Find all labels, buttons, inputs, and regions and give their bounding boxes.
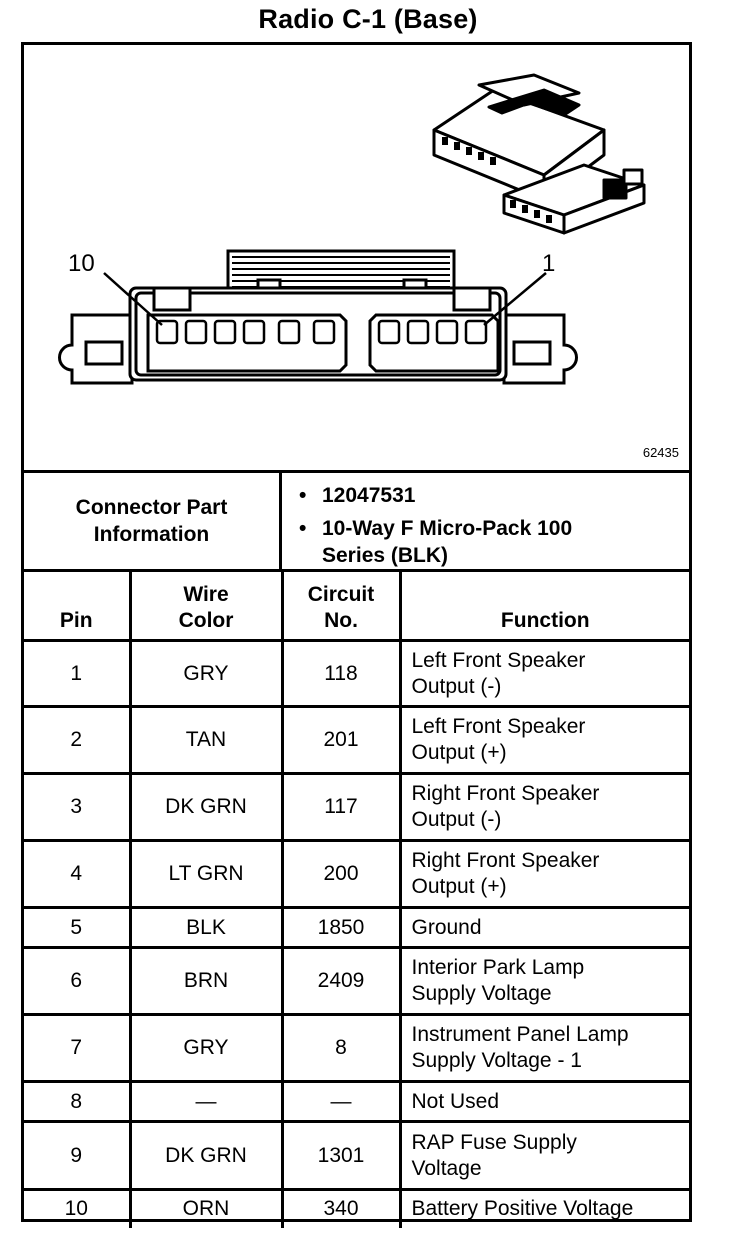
table-row [24, 641, 689, 707]
circuit-cell: 1850 [282, 908, 400, 948]
wire-color-cell: TAN [130, 707, 282, 774]
table-row [24, 774, 689, 841]
function-cell: Right Front Speaker Output (+) [400, 841, 689, 908]
function-cell: Not Used [400, 1082, 689, 1122]
wire-color-cell: — [130, 1082, 282, 1122]
pin-cell: 8 [24, 1082, 130, 1122]
wire-color-cell: BRN [130, 948, 282, 1015]
table-row [24, 1082, 689, 1122]
table-header-row [24, 572, 689, 641]
pin-cell: 3 [24, 774, 130, 841]
part-info-list [282, 473, 689, 569]
circuit-cell: 117 [282, 774, 400, 841]
wire-color-cell: DK GRN [130, 1122, 282, 1190]
table-row [24, 841, 689, 908]
page-title: Radio C-1 (Base) [258, 4, 478, 34]
table-row [24, 1190, 689, 1228]
wire-color-cell: ORN [130, 1190, 282, 1228]
circuit-cell: 8 [282, 1015, 400, 1082]
pin-1-callout: 1 [542, 250, 556, 277]
connector-face-view [60, 251, 577, 383]
pin-cell: 6 [24, 948, 130, 1015]
pin-cell: 5 [24, 908, 130, 948]
wire-color-cell: GRY [130, 641, 282, 707]
table-row [24, 707, 689, 774]
header-function: Function [400, 572, 689, 641]
table-row [24, 908, 689, 948]
part-number: • 12047531 [322, 482, 689, 509]
circuit-cell: 2409 [282, 948, 400, 1015]
pin-cell: 1 [24, 641, 130, 707]
header-pin: Pin [24, 572, 130, 641]
pin-cell: 10 [24, 1190, 130, 1228]
circuit-cell: 201 [282, 707, 400, 774]
pin-cell: 7 [24, 1015, 130, 1082]
table-row [24, 1015, 689, 1082]
function-cell: Interior Park Lamp Supply Voltage [400, 948, 689, 1015]
connector-part-information [24, 470, 689, 572]
wire-color-cell: DK GRN [130, 774, 282, 841]
table-row [24, 948, 689, 1015]
header-circuit-no: Circuit No. [282, 572, 400, 641]
header-wire-color: Wire Color [130, 572, 282, 641]
connector-diagram [24, 45, 689, 470]
circuit-cell: 118 [282, 641, 400, 707]
wire-color-cell: LT GRN [130, 841, 282, 908]
part-info-label: Connector Part Information [24, 473, 282, 569]
function-cell: RAP Fuse Supply Voltage [400, 1122, 689, 1190]
pin-cell: 9 [24, 1122, 130, 1190]
connector-isometric-drawing [434, 75, 644, 233]
figure-number: 62435 [642, 445, 679, 460]
function-cell: Ground [400, 908, 689, 948]
pin-cell: 4 [24, 841, 130, 908]
pin-10-callout: 10 [68, 250, 95, 277]
circuit-cell: — [282, 1082, 400, 1122]
circuit-cell: 1301 [282, 1122, 400, 1190]
circuit-cell: 340 [282, 1190, 400, 1228]
pin-cell: 2 [24, 707, 130, 774]
part-description: • 10-Way F Micro-Pack 100 Series (BLK) [322, 515, 689, 569]
circuit-cell: 200 [282, 841, 400, 908]
function-cell: Battery Positive Voltage [400, 1190, 689, 1228]
function-cell: Left Front Speaker Output (+) [400, 707, 689, 774]
table-row [24, 1122, 689, 1190]
function-cell: Instrument Panel Lamp Supply Voltage - 1 [400, 1015, 689, 1082]
function-cell: Right Front Speaker Output (-) [400, 774, 689, 841]
wire-color-cell: GRY [130, 1015, 282, 1082]
connector-sheet [21, 42, 692, 1222]
wire-color-cell: BLK [130, 908, 282, 948]
pinout-table [24, 572, 689, 1228]
function-cell: Left Front Speaker Output (-) [400, 641, 689, 707]
